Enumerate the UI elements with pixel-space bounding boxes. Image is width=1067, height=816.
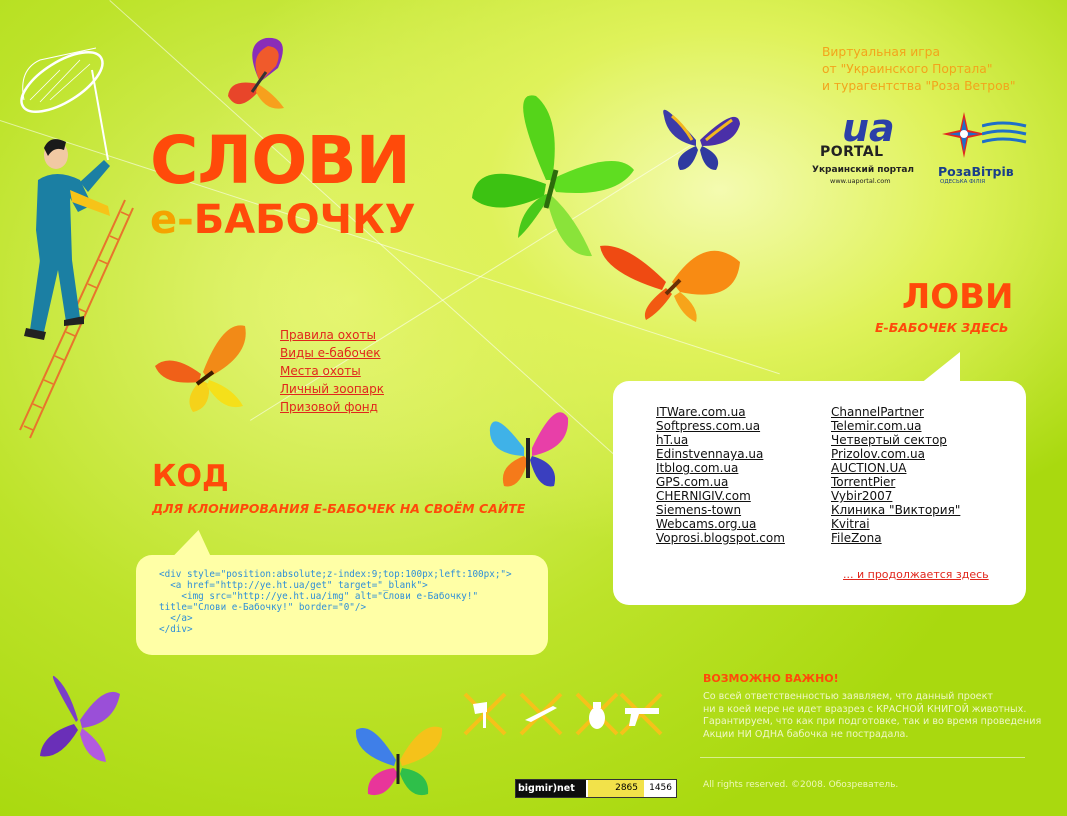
more-partners-link[interactable]: ... и продолжается здесь xyxy=(843,568,989,581)
butterfly-icon xyxy=(596,232,744,322)
butterfly-icon xyxy=(153,322,253,414)
compass-star-icon xyxy=(942,112,986,158)
counter-brand: bigmir)net xyxy=(516,780,586,797)
uaportal-logo-portal: PORTAL xyxy=(820,144,884,160)
copyright: All rights reserved. ©2008. Обозреватель. xyxy=(703,780,899,790)
title-sub-rest: БАБОЧКУ xyxy=(193,197,416,243)
forbidden-axe-icon xyxy=(465,694,505,734)
speech-bubble-tail xyxy=(920,352,960,384)
title-sub-prefix: е- xyxy=(150,197,194,243)
divider xyxy=(700,757,1025,758)
forbidden-knife-icon xyxy=(521,694,561,734)
partner-link[interactable]: FileZona xyxy=(831,531,882,545)
forbidden-weapons-row xyxy=(463,692,663,736)
man-figure xyxy=(24,139,110,340)
partner-link[interactable]: Prizolov.com.ua xyxy=(831,447,925,461)
partner-link[interactable]: AUCTION.UA xyxy=(831,461,907,475)
partner-link[interactable]: Siemens-town xyxy=(656,503,742,517)
forbidden-gun-icon xyxy=(621,694,661,734)
embed-code-snippet[interactable]: <div style="position:absolute;z-index:9;top:100px;left:100px;"> <a href="http://ye.ht.ua/get" target="_blank"> <img src="http://ye.ht.ua/img" alt="Слови е-Бабочку!" title="Слови е-Бабочку!" border="0"/> </a> </div> xyxy=(159,569,512,635)
info-line: от "Украинского Портала" xyxy=(822,62,993,76)
counter-value-2: 1456 xyxy=(649,783,672,793)
speech-bubble-tail xyxy=(171,530,224,558)
embed-code-box[interactable] xyxy=(136,555,548,655)
partner-links-box xyxy=(613,381,1026,605)
uaportal-logo-url: www.uaportal.com xyxy=(830,177,891,185)
code-heading: КОД xyxy=(152,459,229,494)
partner-link[interactable]: Voprosi.blogspot.com xyxy=(656,531,785,545)
warning-line: ни в коей мере не идет вразрез с КРАСНОЙ КНИГОЙ животных. xyxy=(703,703,1027,715)
partner-link[interactable]: Edinstvennaya.ua xyxy=(656,447,764,461)
page-subtitle xyxy=(150,197,416,243)
nav-rules[interactable]: Правила охоты xyxy=(280,328,376,342)
uaportal-logo[interactable] xyxy=(812,106,915,188)
butterfly-icon xyxy=(484,398,572,494)
info-line: Виртуальная игра xyxy=(822,45,940,59)
warning-line: Со всей ответственностью заявляем, что данный проект xyxy=(703,691,993,702)
bigmir-counter[interactable] xyxy=(515,779,677,798)
info-line: и турагентства "Роза Ветров" xyxy=(822,79,1016,93)
butterfly-icon xyxy=(34,674,126,764)
warning-text xyxy=(703,691,1043,741)
wind-icon xyxy=(982,120,1028,150)
butterfly-icon xyxy=(352,720,444,800)
butterfly-icon xyxy=(222,34,298,114)
partner-link[interactable]: ITWare.com.ua xyxy=(656,405,746,419)
partner-link[interactable]: hT.ua xyxy=(656,433,689,447)
nav-hunting-places[interactable]: Места охоты xyxy=(280,364,361,378)
catch-heading: ЛОВИ xyxy=(902,277,1014,317)
rozavitriv-logo[interactable] xyxy=(938,112,1030,188)
rozavitriv-logo-caption: ОДЕСЬКА ФІЛІЯ xyxy=(940,179,986,185)
partner-link[interactable]: CHERNIGIV.com xyxy=(656,489,751,503)
partner-link[interactable]: ChannelPartner xyxy=(831,405,924,419)
warning-line: Гарантируем, что как при подготовке, так и во время проведения xyxy=(703,716,1042,727)
butterfly-icon xyxy=(658,100,742,176)
uaportal-logo-caption: Украинский портал xyxy=(812,165,915,175)
partner-link[interactable]: Vybir2007 xyxy=(831,489,893,503)
nav-butterfly-types[interactable]: Виды е-бабочек xyxy=(280,346,381,360)
partner-link[interactable]: Telemir.com.ua xyxy=(831,419,922,433)
forbidden-grenade-icon xyxy=(577,694,617,734)
code-subheading: ДЛЯ КЛОНИРОВАНИЯ Е-БАБОЧЕК НА СВОЁМ САЙТЕ xyxy=(152,501,526,516)
game-info xyxy=(822,44,1016,95)
partner-link[interactable]: Softpress.com.ua xyxy=(656,419,761,433)
catch-subheading: Е-БАБОЧЕК ЗДЕСЬ xyxy=(875,320,1009,335)
partner-link[interactable]: Четвертый сектор xyxy=(831,433,947,447)
counter-value-1: 2865 xyxy=(588,780,644,797)
warning-heading: ВОЗМОЖНО ВАЖНО! xyxy=(703,672,839,685)
partner-link[interactable]: Itblog.com.ua xyxy=(656,461,739,475)
partner-links-col1 xyxy=(656,405,785,545)
partner-link[interactable]: Клиника "Виктория" xyxy=(831,503,961,517)
partner-link[interactable]: Webcams.org.ua xyxy=(656,517,757,531)
main-nav xyxy=(280,326,384,416)
nav-personal-zoo[interactable]: Личный зоопарк xyxy=(280,382,384,396)
uaportal-logo-ua: ua xyxy=(842,106,895,150)
partner-link[interactable]: TorrentPier xyxy=(831,475,896,489)
rozavitriv-logo-name: РозаВітрів xyxy=(938,164,1014,179)
partner-links-col2 xyxy=(831,405,960,545)
warning-line: Акции НИ ОДНА бабочка не пострадала. xyxy=(703,728,909,740)
partner-link[interactable]: GPS.com.ua xyxy=(656,475,729,489)
butterfly-catcher-illustration xyxy=(0,30,140,440)
page-title: СЛОВИ xyxy=(150,122,410,199)
partner-link[interactable]: Kvitrai xyxy=(831,517,870,531)
nav-prize-fund[interactable]: Призовой фонд xyxy=(280,400,378,414)
